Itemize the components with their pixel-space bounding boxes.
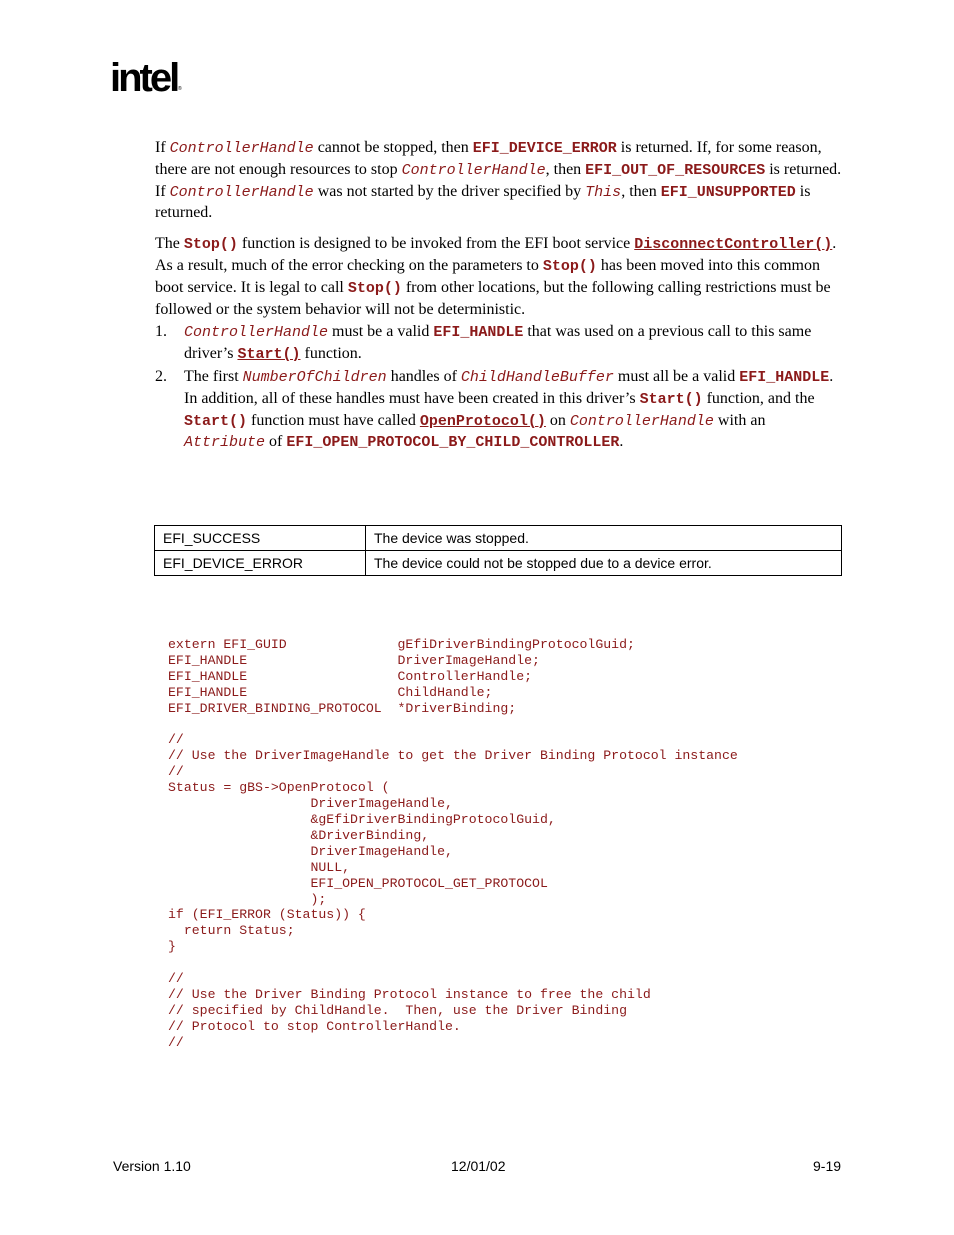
status-device-error: EFI_DEVICE_ERROR <box>472 140 617 157</box>
paragraph-error-conditions: If ControllerHandle cannot be stopped, then EFI_DEVICE_ERROR is returned. If, for some reason, there are not enough resources to stop ControllerHandle, then EFI_OUT_OF_RESOURCES is returned. If ControllerHandle was not started by the driver specified by This, then EFI_UNSUPPORTED is returned. <box>155 139 842 222</box>
logo-registered-mark: ® <box>178 86 182 92</box>
status-unsupported: EFI_UNSUPPORTED <box>660 183 796 201</box>
logo-text: intel <box>110 56 178 100</box>
restrictions-list <box>155 322 845 454</box>
footer-date: 12/01/02 <box>451 1158 506 1174</box>
paragraph-stop-description: The Stop() function is designed to be invoked from the EFI boot service DisconnectController(). As a result, much of the error checking on the parameters to Stop() has been moved into this common boot service. It is legal to call Stop() from other locations, but the following calling restrictions must be followed or the system behavior will not be deterministic. <box>155 235 837 318</box>
footer-version: Version 1.10 <box>113 1158 191 1174</box>
status-code-cell: EFI_DEVICE_ERROR <box>155 551 366 576</box>
code-example: extern EFI_GUID gEfiDriverBindingProtocolGuid; EFI_HANDLE DriverImageHandle; EFI_HANDLE ControllerHandle; EFI_HANDLE ChildHandle; EFI_DRIVER_BINDING_PROTOCOL *DriverBinding; // // Use the DriverImageHandle to get the Driver Binding Protocol instance // Status = gBS->OpenProtocol ( DriverImageHandle, &gEfiDriverBindingProtocolGuid, &DriverBinding, DriverImageHandle, NULL, EFI_OPEN_PROTOCOL_GET_PROTOCOL ); if (EFI_ERROR (Status)) { return Status; } // // Use the Driver Binding Protocol instance to free the child // specified by ChildHandle. Then, use the Driver Binding // Protocol to stop ControllerHandle. // <box>168 637 738 1050</box>
param-this: This <box>585 183 622 201</box>
param-controller-handle: ControllerHandle <box>169 140 314 157</box>
table-row <box>155 526 842 551</box>
footer-page-number: 9-19 <box>813 1158 842 1174</box>
list-item: 2. The first NumberOfChildren handles of ChildHandleBuffer must all be a valid EFI_HANDLE. In addition, all of these handles must have been created in this driver’s Start() function, and the Start() function must have called OpenProtocol() on ControllerHandle with an Attribute of EFI_OPEN_PROTOCOL_BY_CHILD_CONTROLLER. <box>155 367 834 452</box>
link-start[interactable]: Start() <box>237 346 301 364</box>
link-open-protocol[interactable]: OpenProtocol() <box>419 412 546 430</box>
intel-logo <box>110 58 185 104</box>
list-item: 1. ControllerHandle must be a valid EFI_HANDLE that was used on a previous call to this same driver’s Start() function. <box>155 323 812 364</box>
status-out-of-resources: EFI_OUT_OF_RESOURCES <box>585 161 766 179</box>
document-body <box>155 138 845 455</box>
status-description-cell: The device could not be stopped due to a device error. <box>366 551 842 576</box>
table-row <box>155 551 842 576</box>
function-stop: Stop() <box>183 236 238 254</box>
status-codes-table <box>154 525 842 576</box>
link-disconnect-controller[interactable]: DisconnectController() <box>634 236 833 254</box>
status-code-cell: EFI_SUCCESS <box>155 526 366 551</box>
status-description-cell: The device was stopped. <box>366 526 842 551</box>
